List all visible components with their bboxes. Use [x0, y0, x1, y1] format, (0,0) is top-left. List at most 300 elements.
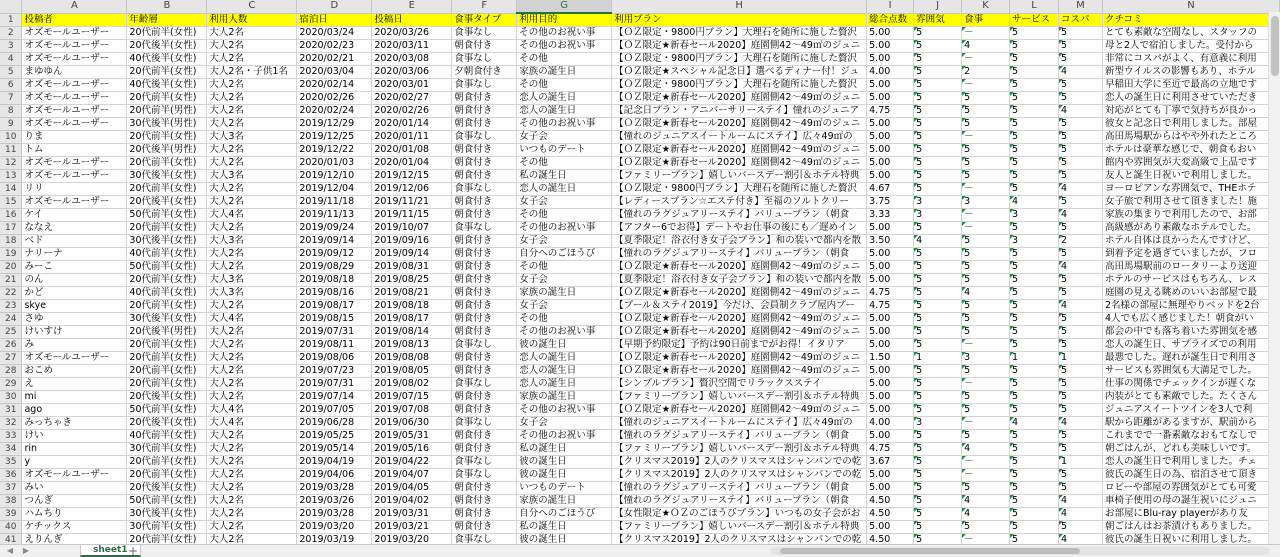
table-cell[interactable]: 家族の誕生日 — [517, 495, 612, 508]
table-cell[interactable]: 【レディースプラン☆エステ付き】至福のソルトクリー — [612, 196, 867, 209]
table-cell[interactable]: 5 — [914, 287, 962, 300]
table-cell[interactable]: 家族の誕生日 — [517, 287, 612, 300]
row-number[interactable]: 19 — [0, 248, 22, 261]
table-cell[interactable]: 2 — [962, 66, 1010, 79]
table-cell[interactable]: 4 — [1058, 105, 1102, 118]
table-cell[interactable]: オズモールユーザー — [22, 118, 127, 131]
table-cell[interactable]: 5 — [914, 469, 962, 482]
table-cell[interactable]: 朝食付き — [452, 274, 517, 287]
table-cell[interactable]: 2019/09/12 — [297, 248, 372, 261]
table-cell[interactable]: 5 — [962, 92, 1010, 105]
table-cell[interactable]: 5 — [1058, 313, 1102, 326]
table-cell[interactable]: 2019/03/21 — [372, 521, 452, 534]
table-cell[interactable]: 朝食付き — [452, 92, 517, 105]
table-cell[interactable]: 2019/05/16 — [372, 443, 452, 456]
table-cell[interactable]: 朝食付き — [452, 300, 517, 313]
table-cell[interactable]: 5 — [962, 170, 1010, 183]
table-cell[interactable]: 4 — [962, 287, 1010, 300]
table-cell[interactable]: 2019/05/14 — [297, 443, 372, 456]
table-cell[interactable]: 朝食付き — [452, 404, 517, 417]
table-cell[interactable]: 5 — [914, 404, 962, 417]
row-number[interactable]: 15 — [0, 196, 22, 209]
table-cell[interactable]: 5 — [914, 27, 962, 40]
table-cell[interactable]: 2019/07/05 — [297, 404, 372, 417]
table-cell[interactable]: 2020/01/04 — [372, 157, 452, 170]
table-cell[interactable]: 【憧れのラグジュアリーステイ】バリュープラン（朝食 — [612, 248, 867, 261]
table-cell[interactable]: 5 — [914, 274, 962, 287]
table-cell[interactable]: 5 — [914, 131, 962, 144]
table-cell[interactable]: 5 — [914, 261, 962, 274]
table-cell[interactable]: 2019/12/04 — [297, 183, 372, 196]
select-all-corner[interactable] — [0, 0, 22, 13]
table-cell[interactable]: 5 — [1010, 508, 1059, 521]
table-cell[interactable]: 5 — [1010, 365, 1059, 378]
table-cell[interactable]: 2020/02/14 — [297, 79, 372, 92]
table-cell[interactable]: その他のお祝い事 — [517, 118, 612, 131]
column-title-cell[interactable]: コスパ — [1058, 13, 1102, 27]
table-cell[interactable]: 家族の集まりで利用したので、お部 — [1102, 209, 1279, 222]
table-cell[interactable]: － — [962, 417, 1010, 430]
table-cell[interactable]: いつものデート — [517, 144, 612, 157]
table-cell[interactable]: 彼氏の誕生日祝いに利用しました。 — [1102, 534, 1279, 545]
table-cell[interactable]: 5 — [1058, 378, 1102, 391]
table-cell[interactable]: 2019/04/07 — [372, 469, 452, 482]
row-number[interactable]: 39 — [0, 508, 22, 521]
row-number[interactable]: 34 — [0, 443, 22, 456]
table-cell[interactable]: 恋人の誕生日 — [517, 183, 612, 196]
row-number[interactable]: 32 — [0, 417, 22, 430]
table-cell[interactable]: 【クリスマス2019】2人のクリスマスはシャンパンでの乾 — [612, 534, 867, 545]
table-cell[interactable]: 2019/07/08 — [372, 404, 452, 417]
table-cell[interactable]: 4.75 — [867, 300, 914, 313]
table-cell[interactable]: 彼の誕生日 — [517, 339, 612, 352]
row-number[interactable]: 21 — [0, 274, 22, 287]
row-number[interactable]: 6 — [0, 79, 22, 92]
table-cell[interactable]: 5.00 — [867, 378, 914, 391]
table-cell[interactable]: 5 — [914, 391, 962, 404]
table-cell[interactable]: 朝食付き — [452, 495, 517, 508]
table-cell[interactable]: 5 — [1010, 430, 1059, 443]
table-cell[interactable]: 4.00 — [867, 66, 914, 79]
table-cell[interactable]: 2019/11/21 — [372, 196, 452, 209]
table-cell[interactable]: 大人2名 — [207, 469, 297, 482]
table-cell[interactable]: 女子会 — [517, 274, 612, 287]
table-cell[interactable]: とても素敵な空間なし、スタッフの — [1102, 27, 1279, 40]
column-title-cell[interactable]: 食事 — [962, 13, 1010, 27]
table-cell[interactable]: 5 — [1058, 404, 1102, 417]
table-cell[interactable]: 2020/01/14 — [372, 118, 452, 131]
table-cell[interactable]: 5 — [914, 300, 962, 313]
table-cell[interactable]: 車椅子使用の母の誕生祝いにジュニ — [1102, 495, 1279, 508]
table-cell[interactable]: 【女性限定★ＯＺのごほうびプラン】いつもの女子会がお — [612, 508, 867, 521]
table-cell[interactable]: 大人3名 — [207, 131, 297, 144]
table-cell[interactable]: 3 — [914, 196, 962, 209]
table-cell[interactable]: 20代後半(女性) — [127, 196, 207, 209]
table-cell[interactable]: 食事なし — [452, 131, 517, 144]
table-cell[interactable]: 5 — [1058, 157, 1102, 170]
table-cell[interactable]: 朝食付き — [452, 196, 517, 209]
table-cell[interactable]: 大人2名 — [207, 248, 297, 261]
table-cell[interactable]: 朝食付き — [452, 235, 517, 248]
table-cell[interactable]: 5 — [1010, 404, 1059, 417]
table-cell[interactable]: 2019/08/21 — [372, 287, 452, 300]
table-cell[interactable]: 2019/08/18 — [372, 300, 452, 313]
table-cell[interactable]: 5 — [1058, 92, 1102, 105]
table-cell[interactable]: 2019/03/26 — [297, 495, 372, 508]
table-cell[interactable]: 4 — [1058, 417, 1102, 430]
table-cell[interactable]: 朝食付き — [452, 157, 517, 170]
table-cell[interactable]: rin — [22, 443, 127, 456]
table-cell[interactable]: 4 — [1058, 508, 1102, 521]
table-cell[interactable]: 大人2名 — [207, 365, 297, 378]
table-cell[interactable]: 5 — [914, 105, 962, 118]
table-cell[interactable]: オズモールユーザー — [22, 469, 127, 482]
column-title-cell[interactable]: 利用目的 — [517, 13, 612, 27]
table-cell[interactable]: 【憧れのジュニアスイートルームにステイ】広々49㎡の — [612, 131, 867, 144]
table-cell[interactable]: 朝食付き — [452, 144, 517, 157]
table-cell[interactable]: 40代前半(女性) — [127, 287, 207, 300]
table-cell[interactable]: 5 — [1010, 521, 1059, 534]
table-cell[interactable]: 5.00 — [867, 131, 914, 144]
table-cell[interactable]: 40代前半(女性) — [127, 430, 207, 443]
table-cell[interactable]: 5 — [1058, 339, 1102, 352]
table-cell[interactable]: 2019/05/31 — [372, 430, 452, 443]
table-cell[interactable]: 大人2名 — [207, 508, 297, 521]
table-cell[interactable]: さゆ — [22, 313, 127, 326]
table-cell[interactable]: その他 — [517, 157, 612, 170]
table-cell[interactable]: 恋人の誕生日 — [517, 105, 612, 118]
table-cell[interactable]: 4 — [1058, 66, 1102, 79]
table-cell[interactable]: 3 — [962, 196, 1010, 209]
table-cell[interactable]: 2019/08/13 — [372, 339, 452, 352]
table-cell[interactable]: 5 — [1010, 378, 1059, 391]
table-cell[interactable]: その他のお祝い事 — [517, 326, 612, 339]
table-cell[interactable]: 2019/05/25 — [297, 430, 372, 443]
table-cell[interactable]: 5 — [914, 456, 962, 469]
table-cell[interactable]: 20代前半(女性) — [127, 469, 207, 482]
table-cell[interactable]: 2019/08/31 — [372, 261, 452, 274]
table-cell[interactable]: これまでで一番素敵なおもてなしで — [1102, 430, 1279, 443]
table-cell[interactable]: 2019/04/06 — [297, 469, 372, 482]
table-cell[interactable]: 女子会 — [517, 131, 612, 144]
table-cell[interactable]: 【ＯＺ限定・9800円プラン】大理石を随所に施した贅沢 — [612, 183, 867, 196]
table-cell[interactable]: 大人2名 — [207, 300, 297, 313]
row-number[interactable]: 28 — [0, 365, 22, 378]
table-cell[interactable]: 5 — [1010, 92, 1059, 105]
table-cell[interactable]: 朝食付き — [452, 118, 517, 131]
table-cell[interactable]: 2019/08/17 — [297, 300, 372, 313]
table-cell[interactable]: 5 — [962, 235, 1010, 248]
table-cell[interactable]: 食事なし — [452, 378, 517, 391]
table-cell[interactable]: 4 — [1058, 534, 1102, 545]
table-cell[interactable]: 20代前半(女性) — [127, 339, 207, 352]
table-cell[interactable]: 恋人の誕生日 — [517, 365, 612, 378]
horizontal-scrollbar[interactable] — [770, 547, 1270, 555]
table-cell[interactable]: 食事なし — [452, 222, 517, 235]
table-cell[interactable]: 都会の中でも落ち着いた雰囲気を感 — [1102, 326, 1279, 339]
table-cell[interactable]: 5 — [914, 313, 962, 326]
prev-sheet-icon[interactable]: ◀ — [6, 546, 14, 555]
table-cell[interactable]: 大人3名 — [207, 287, 297, 300]
row-number[interactable]: 38 — [0, 495, 22, 508]
table-cell[interactable]: 家族の誕生日 — [517, 391, 612, 404]
row-number[interactable]: 14 — [0, 183, 22, 196]
table-cell[interactable]: 朝食付き — [452, 365, 517, 378]
table-cell[interactable]: 【憧れのジュニアスイートルームにステイ】広々49㎡の — [612, 417, 867, 430]
table-cell[interactable]: skye — [22, 300, 127, 313]
table-cell[interactable]: 食事なし — [452, 417, 517, 430]
table-cell[interactable]: 【憧れのラグジュアリーステイ】バリュープラン（朝食 — [612, 430, 867, 443]
table-cell[interactable]: 5.00 — [867, 365, 914, 378]
table-cell[interactable]: 5.00 — [867, 430, 914, 443]
table-cell[interactable]: ジュニアスイートツインを3人で利 — [1102, 404, 1279, 417]
table-cell[interactable]: 朝食付き — [452, 261, 517, 274]
table-cell[interactable]: 大人4名 — [207, 313, 297, 326]
table-cell[interactable]: 自分へのごほうび — [517, 508, 612, 521]
table-cell[interactable]: 1 — [914, 352, 962, 365]
table-cell[interactable]: 5 — [962, 365, 1010, 378]
table-cell[interactable]: 大人2名 — [207, 443, 297, 456]
table-cell[interactable]: 5.00 — [867, 326, 914, 339]
table-cell[interactable]: 私の誕生日 — [517, 521, 612, 534]
table-cell[interactable]: 大人4名 — [207, 404, 297, 417]
table-cell[interactable]: 30代後半(女性) — [127, 170, 207, 183]
table-cell[interactable]: 2019/08/05 — [372, 365, 452, 378]
table-cell[interactable]: 【ＯＺ限定★新春セール2020】庭園側42～49㎡のジュニ — [612, 261, 867, 274]
table-cell[interactable]: 5 — [962, 248, 1010, 261]
column-header-j[interactable]: J — [914, 0, 962, 13]
row-number[interactable]: 17 — [0, 222, 22, 235]
table-cell[interactable]: え — [22, 378, 127, 391]
table-cell[interactable]: 朝食付き — [452, 326, 517, 339]
table-cell[interactable]: 恋人の誕生日、サプライズでの利用 — [1102, 339, 1279, 352]
row-number[interactable]: 41 — [0, 534, 22, 545]
table-cell[interactable]: 【憧れのラグジュアリーステイ】バリュープラン（朝食 — [612, 209, 867, 222]
table-cell[interactable]: 5 — [1010, 222, 1059, 235]
table-cell[interactable]: 2019/06/28 — [297, 417, 372, 430]
table-cell[interactable]: 4 — [962, 443, 1010, 456]
column-header-i[interactable]: I — [867, 0, 914, 13]
table-cell[interactable]: 5 — [1010, 183, 1059, 196]
table-cell[interactable]: 3 — [1010, 209, 1059, 222]
table-cell[interactable]: 母と2人で宿泊しました。受付から — [1102, 40, 1279, 53]
row-number[interactable]: 33 — [0, 430, 22, 443]
table-cell[interactable]: 2019/03/19 — [297, 534, 372, 545]
table-cell[interactable]: 3 — [1010, 235, 1059, 248]
table-cell[interactable]: 2019/04/05 — [372, 482, 452, 495]
table-cell[interactable]: 大人2名 — [207, 157, 297, 170]
table-cell[interactable]: 5 — [1010, 287, 1059, 300]
table-cell[interactable]: 2019/08/14 — [372, 326, 452, 339]
table-cell[interactable]: 5 — [962, 391, 1010, 404]
table-cell[interactable]: 5.00 — [867, 79, 914, 92]
table-cell[interactable]: 5 — [1058, 79, 1102, 92]
table-cell[interactable]: 20代後半(男性) — [127, 144, 207, 157]
table-cell[interactable]: 大人2名 — [207, 456, 297, 469]
column-header-n[interactable]: N — [1102, 0, 1279, 13]
table-cell[interactable]: 5 — [1010, 118, 1059, 131]
row-number[interactable]: 22 — [0, 287, 22, 300]
table-cell[interactable]: 5 — [1010, 144, 1059, 157]
table-cell[interactable]: 5 — [1058, 482, 1102, 495]
column-title-cell[interactable]: 総合点数 — [867, 13, 914, 27]
table-cell[interactable]: 大人2名 — [207, 40, 297, 53]
table-cell[interactable]: 5.00 — [867, 53, 914, 66]
table-cell[interactable]: 高田馬場駅前のロータリーより送迎 — [1102, 261, 1279, 274]
row-number[interactable]: 40 — [0, 521, 22, 534]
row-number[interactable]: 9 — [0, 118, 22, 131]
table-cell[interactable]: 20代後半(女性) — [127, 391, 207, 404]
table-cell[interactable]: 【ＯＺ限定★新春セール2020】庭園側42～49㎡のジュニ — [612, 404, 867, 417]
table-cell[interactable]: 恋人の誕生日 — [517, 352, 612, 365]
table-cell[interactable]: 家族の誕生日 — [517, 66, 612, 79]
table-cell[interactable]: 4.50 — [867, 508, 914, 521]
table-cell[interactable]: 彼の誕生日 — [517, 469, 612, 482]
table-cell[interactable]: 2020/03/01 — [372, 79, 452, 92]
table-cell[interactable]: 5 — [914, 144, 962, 157]
table-cell[interactable]: 2019/03/20 — [372, 534, 452, 545]
table-cell[interactable]: 友人と誕生日祝いで利用しました。 — [1102, 170, 1279, 183]
table-cell[interactable]: 2019/03/28 — [297, 482, 372, 495]
table-cell[interactable]: 【シンプルプラン】贅沢空間でリラックスステイ — [612, 378, 867, 391]
table-cell[interactable]: 5.00 — [867, 404, 914, 417]
table-cell[interactable]: － — [962, 339, 1010, 352]
row-number[interactable]: 10 — [0, 131, 22, 144]
column-header-e[interactable]: E — [372, 0, 452, 13]
row-number[interactable]: 3 — [0, 40, 22, 53]
table-cell[interactable]: 5 — [914, 326, 962, 339]
table-cell[interactable]: 朝食付き — [452, 430, 517, 443]
table-cell[interactable]: 2019/08/02 — [372, 378, 452, 391]
table-cell[interactable]: 恋人の誕生日 — [517, 92, 612, 105]
table-cell[interactable]: 大人2名 — [207, 183, 297, 196]
table-cell[interactable]: 2019/03/28 — [297, 508, 372, 521]
table-cell[interactable]: 庭園の見える眺めのいいお部屋で最 — [1102, 287, 1279, 300]
table-cell[interactable]: ナリーナ — [22, 248, 127, 261]
table-cell[interactable]: － — [962, 131, 1010, 144]
table-cell[interactable]: 2019/09/24 — [297, 222, 372, 235]
table-cell[interactable]: 20代前半(女性) — [127, 157, 207, 170]
table-cell[interactable]: 2019/11/15 — [372, 209, 452, 222]
table-cell[interactable]: 4.75 — [867, 287, 914, 300]
table-cell[interactable]: その他 — [517, 261, 612, 274]
table-cell[interactable]: 女子会 — [517, 235, 612, 248]
table-cell[interactable]: 2 — [1058, 235, 1102, 248]
table-cell[interactable]: 4 — [1058, 183, 1102, 196]
table-cell[interactable]: 朝ごはんが、どれも美味しいです。 — [1102, 443, 1279, 456]
table-cell[interactable]: 大人4名 — [207, 417, 297, 430]
table-cell[interactable]: 50代前半(女性) — [127, 404, 207, 417]
table-cell[interactable]: 30代後半(女性) — [127, 508, 207, 521]
row-number[interactable]: 13 — [0, 170, 22, 183]
table-cell[interactable]: 高級感があり素敵なホテルでした。 — [1102, 222, 1279, 235]
table-cell[interactable]: 5 — [914, 183, 962, 196]
table-cell[interactable]: 5.00 — [867, 521, 914, 534]
table-cell[interactable]: 2020/03/06 — [372, 66, 452, 79]
table-cell[interactable]: 20代前半(女性) — [127, 222, 207, 235]
column-title-cell[interactable]: 利用プラン — [612, 13, 867, 27]
column-header-g[interactable]: G — [517, 0, 612, 13]
table-cell[interactable]: 【夏季限定！浴衣付き女子会プラン】和の装いで都内を散 — [612, 235, 867, 248]
table-cell[interactable]: 5 — [1010, 170, 1059, 183]
row-number[interactable]: 25 — [0, 326, 22, 339]
table-cell[interactable]: 早稲田大学に至近で最高の立地です — [1102, 79, 1279, 92]
table-cell[interactable]: 4 — [1010, 417, 1059, 430]
table-cell[interactable]: 2020/02/21 — [297, 53, 372, 66]
table-cell[interactable]: 4 — [962, 40, 1010, 53]
table-cell[interactable]: 大人2名 — [207, 144, 297, 157]
table-cell[interactable]: 5 — [1058, 521, 1102, 534]
table-cell[interactable]: 5 — [914, 40, 962, 53]
table-cell[interactable]: 2019/07/14 — [297, 391, 372, 404]
table-cell[interactable]: のん — [22, 274, 127, 287]
table-cell[interactable]: 大人2名 — [207, 92, 297, 105]
table-cell[interactable]: 2020/03/08 — [372, 53, 452, 66]
row-number[interactable]: 29 — [0, 378, 22, 391]
table-cell[interactable]: 5 — [1058, 365, 1102, 378]
table-cell[interactable]: 【ＯＺ限定★新春セール2020】庭園側42～49㎡のジュニ — [612, 287, 867, 300]
table-cell[interactable]: － — [962, 456, 1010, 469]
table-cell[interactable]: ホテルは豪華な感じで、朝食もおい — [1102, 144, 1279, 157]
table-cell[interactable]: お部屋にBlu-ray playerがあり友 — [1102, 508, 1279, 521]
table-cell[interactable]: 3 — [962, 352, 1010, 365]
table-cell[interactable]: 3.75 — [867, 196, 914, 209]
table-cell[interactable]: 5.00 — [867, 469, 914, 482]
column-header-m[interactable]: M — [1058, 0, 1102, 13]
table-cell[interactable]: オズモールユーザー — [22, 27, 127, 40]
table-cell[interactable]: 5.00 — [867, 170, 914, 183]
table-cell[interactable]: 5 — [962, 313, 1010, 326]
table-cell[interactable]: 5 — [914, 53, 962, 66]
table-cell[interactable]: 5 — [1058, 469, 1102, 482]
add-sheet-button[interactable]: + — [127, 544, 139, 557]
table-cell[interactable]: 朝食付き — [452, 391, 517, 404]
table-cell[interactable]: 大人2名・子供1名 — [207, 66, 297, 79]
column-title-cell[interactable]: クチコミ — [1102, 13, 1279, 27]
table-cell[interactable]: 2020/02/27 — [372, 92, 452, 105]
table-cell[interactable]: 3.33 — [867, 209, 914, 222]
table-cell[interactable]: 朝食付き — [452, 508, 517, 521]
table-cell[interactable]: 【アフター6でお得】デートやお仕事の後にも／遅めイン — [612, 222, 867, 235]
table-cell[interactable]: 朝食付き — [452, 105, 517, 118]
table-cell[interactable]: 大人2名 — [207, 27, 297, 40]
table-cell[interactable]: 5 — [1058, 27, 1102, 40]
table-cell[interactable]: 5 — [962, 300, 1010, 313]
table-cell[interactable]: 5 — [962, 482, 1010, 495]
table-cell[interactable]: 20代前半(女性) — [127, 365, 207, 378]
table-cell[interactable]: 4人でも広く感じました！朝食がい — [1102, 313, 1279, 326]
column-header-c[interactable]: C — [207, 0, 297, 13]
table-cell[interactable]: 5.00 — [867, 313, 914, 326]
table-cell[interactable]: 5 — [1010, 53, 1059, 66]
table-cell[interactable]: 2020/03/24 — [297, 27, 372, 40]
table-cell[interactable]: 20代後半(女性) — [127, 417, 207, 430]
table-cell[interactable]: 夕朝食付き — [452, 66, 517, 79]
table-cell[interactable]: 5 — [914, 79, 962, 92]
table-cell[interactable]: 大人2名 — [207, 391, 297, 404]
table-cell[interactable]: 【ファミリープラン】嬉しいバースデー割引＆ホテル特典 — [612, 443, 867, 456]
column-header-b[interactable]: B — [127, 0, 207, 13]
table-cell[interactable]: 20代前半(女性) — [127, 456, 207, 469]
table-cell[interactable]: 20代前半(女性) — [127, 534, 207, 545]
table-cell[interactable]: 5 — [1010, 274, 1059, 287]
table-cell[interactable]: 大人2名 — [207, 79, 297, 92]
row-number[interactable]: 31 — [0, 404, 22, 417]
table-cell[interactable]: 朝食付き — [452, 352, 517, 365]
table-cell[interactable]: 大人2名 — [207, 378, 297, 391]
table-cell[interactable]: 私の誕生日 — [517, 170, 612, 183]
row-number[interactable]: 26 — [0, 339, 22, 352]
